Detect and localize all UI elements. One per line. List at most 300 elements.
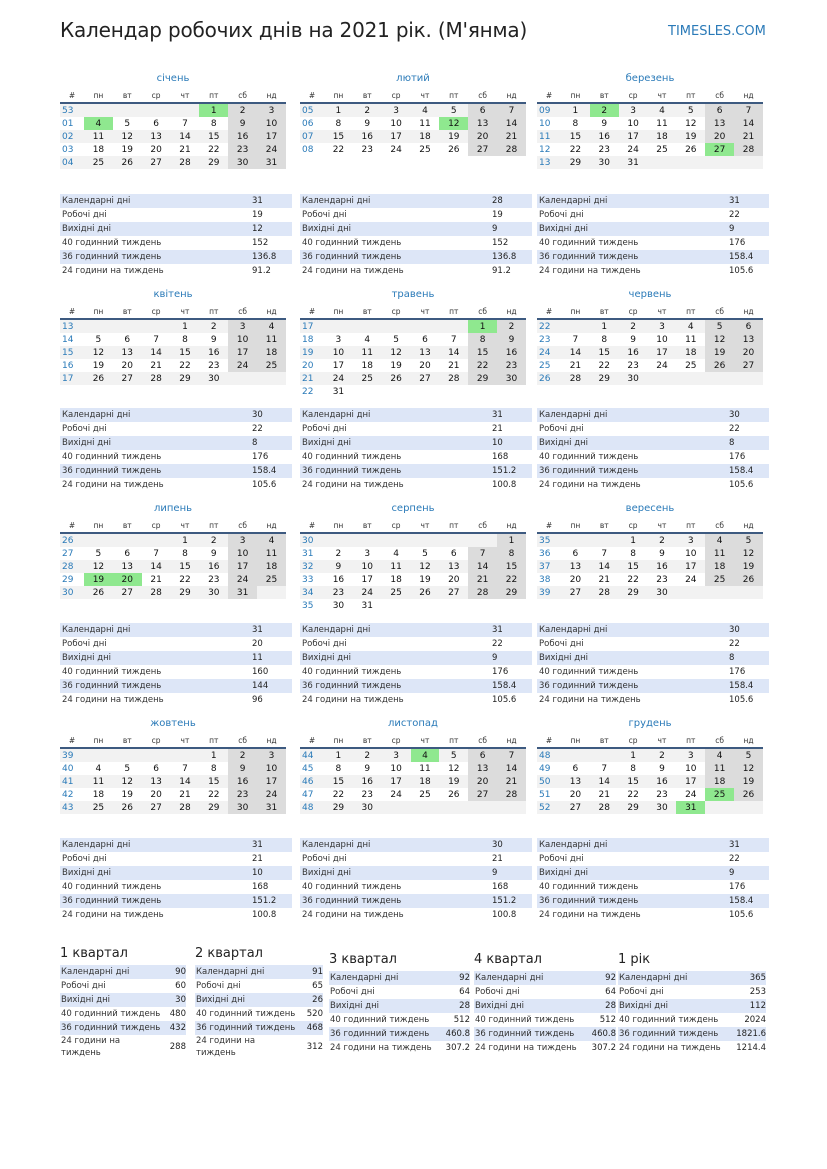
day-cell: 25 [257,573,286,586]
summary-value: 1214.4 [736,1043,766,1053]
day-cell: 18 [92,789,105,800]
day-cell: 3 [257,103,286,117]
week-row [537,333,763,346]
stat-row [537,852,769,866]
day-cell: 10 [685,763,697,774]
day-cell: 21 [598,574,610,585]
month-calendar [537,72,763,169]
day-cell: 11 [353,346,382,359]
day-cell: 27 [734,359,763,372]
day-cell: 28 [468,586,497,599]
stat-value: 176 [492,667,509,677]
day-cell: 20 [468,775,497,788]
day-cell: 18 [411,130,440,143]
day-cell: 14 [590,560,619,573]
month-stats [300,623,532,707]
day-cell [590,748,619,762]
day-cell: 19 [705,346,734,359]
month-calendar [537,288,763,385]
day-cell: 27 [439,586,468,599]
day-cell: 5 [124,118,131,129]
day-cell: 14 [590,775,619,788]
day-cell: 30 [497,372,526,385]
day-cell: 22 [598,360,610,371]
stat-label: Робочі дні [62,854,107,864]
weekday-header: вт [590,734,619,748]
weekday-header: # [537,519,561,533]
day-cell: 8 [182,548,188,559]
day-cell: 12 [439,117,468,130]
day-cell: 23 [228,788,257,801]
day-cell: 26 [685,144,697,155]
day-cell: 21 [497,130,526,143]
week-number: 33 [302,574,314,585]
week-number: 30 [300,533,324,547]
day-cell: 22 [179,574,191,585]
day-cell: 26 [113,156,142,169]
weekday-header: сб [705,734,734,748]
stat-value: 168 [252,882,269,892]
week-number: 08 [302,144,314,155]
day-cell: 8 [182,334,188,345]
day-cell: 7 [182,118,188,129]
day-cell: 2 [590,103,619,117]
stat-label: Календарні дні [62,625,131,635]
day-cell: 9 [364,118,371,129]
week-row [537,130,763,143]
day-cell: 23 [228,143,257,156]
weekday-header: ср [142,89,171,103]
weekday-header: вт [590,89,619,103]
stat-value: 9 [492,868,498,878]
summary-row [618,1013,766,1027]
day-cell: 15 [324,775,353,788]
weekday-header: # [60,305,84,319]
day-cell: 30 [199,586,228,599]
stat-label: 40 годинний тиждень [302,667,402,677]
summary-label: Робочі дні [330,987,375,997]
day-cell [84,103,113,117]
day-cell: 4 [648,103,677,117]
day-cell: 19 [92,360,105,371]
day-cell: 19 [419,574,431,585]
day-cell: 25 [656,144,668,155]
weekday-header: пт [676,89,705,103]
day-cell: 15 [619,775,648,788]
day-cell: 15 [171,560,200,573]
day-cell: 6 [450,548,457,559]
day-cell: 8 [601,334,608,345]
stat-value: 22 [729,854,740,864]
stat-row [60,623,292,637]
day-cell: 12 [734,547,763,560]
summary-label: 24 години на тиждень [61,1036,121,1058]
day-cell: 9 [324,560,353,573]
weekday-header: нд [734,305,763,319]
stat-row [60,693,292,707]
weekday-header: ср [619,89,648,103]
day-cell: 15 [619,560,648,573]
summary-value: 432 [169,1023,186,1033]
week-row [60,130,286,143]
month-stats [537,623,769,707]
summary-title: 3 квартал [329,952,397,967]
stat-row [537,866,769,880]
day-cell: 8 [497,547,526,560]
day-cell: 14 [142,560,171,573]
weekday-header: чт [648,519,677,533]
week-row [300,130,526,143]
day-cell [468,533,497,547]
day-cell: 7 [153,548,159,559]
day-cell: 18 [257,346,286,359]
weekday-header: чт [171,89,200,103]
stat-label: Календарні дні [62,840,131,850]
summary-row [474,971,616,985]
day-cell: 16 [648,560,677,573]
summary-row [329,999,470,1013]
stat-row [300,679,532,693]
day-cell: 12 [84,346,113,359]
week-row [60,801,286,814]
day-cell: 22 [627,574,639,585]
weekday-header: сб [468,89,497,103]
stat-row [537,880,769,894]
weekday-header: нд [257,89,286,103]
summary-value: 28 [459,1001,470,1011]
day-cell: 8 [630,548,636,559]
day-cell: 26 [113,801,142,814]
day-cell: 31 [257,801,286,814]
day-cell [648,372,677,385]
month-name: лютий [396,73,430,84]
stat-label: 36 годинний тиждень [539,896,639,906]
day-cell: 13 [142,130,171,143]
weekday-header: пт [199,89,228,103]
weekday-header: ср [619,734,648,748]
day-cell: 5 [705,319,734,333]
week-row [537,372,763,385]
week-row [300,346,526,359]
summary-value: 112 [749,1001,766,1011]
stat-value: 176 [729,452,746,462]
day-cell [382,801,411,814]
stat-label: 24 години на тиждень [539,266,641,276]
week-row [60,560,286,573]
day-cell: 27 [411,372,440,385]
stat-value: 168 [492,452,509,462]
week-number: 23 [539,334,551,345]
weekday-header: # [537,734,561,748]
week-number: 50 [537,775,561,788]
day-cell [382,385,411,398]
stat-value: 158.4 [492,681,517,691]
week-row [537,156,763,169]
stat-label: 36 годинний тиждень [302,466,402,476]
week-row [537,319,763,333]
week-number: 04 [60,156,84,169]
summary-row [618,1027,766,1041]
day-cell: 8 [335,763,342,774]
week-row [300,143,526,156]
summary-title: 1 рік [618,952,651,967]
day-cell: 26 [734,788,763,801]
week-row [60,775,286,788]
day-cell: 25 [353,372,382,385]
stat-row [537,665,769,679]
day-cell: 17 [228,560,257,573]
day-cell: 28 [497,143,526,156]
month-name: вересень [625,503,675,514]
weekday-header: ср [382,734,411,748]
summary-label: 36 годинний тиждень [475,1029,575,1039]
day-cell: 25 [257,359,286,372]
stat-value: 152 [492,238,509,248]
day-cell: 21 [468,573,497,586]
stat-row [537,422,769,436]
stat-label: 36 годинний тиждень [62,896,162,906]
week-number: 06 [302,118,314,129]
day-cell: 5 [734,748,763,762]
summary-label: Вихідні дні [61,995,111,1005]
stat-row [537,623,769,637]
stat-value: 100.8 [252,910,277,920]
day-cell: 16 [199,346,228,359]
stat-row [300,693,532,707]
day-cell [468,801,497,814]
day-cell: 1 [619,533,648,547]
day-cell: 10 [324,346,353,359]
month-calendar [60,502,286,599]
day-cell: 11 [656,118,668,129]
stat-row [537,194,769,208]
day-cell: 19 [390,360,402,371]
month-stats [300,194,532,278]
site-link[interactable]: TIMESLES.COM [668,24,766,39]
week-number: 46 [300,775,324,788]
day-cell: 1 [561,103,590,117]
day-cell [590,533,619,547]
day-cell: 12 [113,130,142,143]
day-cell: 25 [685,360,697,371]
day-cell: 13 [705,117,734,130]
stat-value: 9 [492,653,498,663]
summary-value: 64 [459,987,470,997]
summary-value: 64 [605,987,616,997]
summary-row [195,1035,323,1059]
weekday-header: # [60,734,84,748]
day-cell: 13 [142,775,171,788]
stat-label: 40 годинний тиждень [539,882,639,892]
month-name: грудень [628,718,672,729]
day-cell: 24 [390,144,402,155]
week-number: 02 [60,130,84,143]
stat-label: Робочі дні [539,639,584,649]
stat-label: Вихідні дні [302,868,352,878]
day-cell: 9 [630,334,636,345]
stat-value: 9 [492,224,498,234]
stat-label: Робочі дні [302,639,347,649]
weekday-header: сб [468,519,497,533]
weekday-header: нд [734,89,763,103]
day-cell: 24 [390,789,402,800]
summary-value: 512 [453,1015,470,1025]
day-cell: 28 [171,156,200,169]
week-row [537,573,763,586]
stat-label: 36 годинний тиждень [62,252,162,262]
stat-value: 136.8 [492,252,517,262]
summary-label: 24 години на тиждень [196,1036,256,1058]
day-cell: 23 [598,144,610,155]
day-cell: 3 [228,533,257,547]
day-cell [257,372,286,385]
day-cell: 21 [179,144,191,155]
day-cell [324,319,353,333]
stat-row [300,250,532,264]
day-cell: 10 [656,334,668,345]
day-cell: 31 [676,801,705,814]
summary-value: 90 [175,967,186,977]
day-cell: 15 [171,346,200,359]
day-cell: 15 [468,346,497,359]
week-row [300,560,526,573]
month-stats [300,838,532,922]
day-cell: 1 [468,319,497,333]
day-cell [382,599,411,612]
day-cell: 15 [199,775,228,788]
day-cell: 29 [619,801,648,814]
week-row [60,143,286,156]
day-cell: 14 [439,346,468,359]
weekday-header: ср [382,89,411,103]
day-cell: 14 [497,117,526,130]
stat-value: 31 [252,196,263,206]
day-cell: 25 [382,586,411,599]
summary-value: 520 [306,1009,323,1019]
day-cell: 15 [590,346,619,359]
stat-value: 91.2 [492,266,511,276]
weekday-header: нд [734,734,763,748]
weekday-header: пт [676,734,705,748]
stat-label: Вихідні дні [62,438,112,448]
summary-row [618,985,766,999]
weekday-header: ср [142,519,171,533]
stat-value: 100.8 [492,910,517,920]
month-name: червень [628,289,672,300]
day-cell [468,385,497,398]
stat-row [60,422,292,436]
week-row [537,586,763,599]
week-row [60,547,286,560]
weekday-header: пн [561,519,590,533]
stat-label: Робочі дні [62,424,107,434]
weekday-header: сб [705,519,734,533]
week-number: 44 [300,748,324,762]
week-number: 21 [300,372,324,385]
summary-value: 512 [599,1015,616,1025]
day-cell [411,801,440,814]
week-number: 27 [62,548,74,559]
summary-value: 307.2 [591,1043,616,1053]
stat-value: 11 [252,653,263,663]
weekday-header: нд [257,734,286,748]
day-cell: 14 [561,346,590,359]
day-cell [171,748,200,762]
stat-label: Календарні дні [539,196,608,206]
week-number: 34 [300,586,324,599]
summary-label: 24 години на тиждень [619,1043,721,1053]
day-cell: 22 [332,789,345,800]
day-cell: 18 [676,346,705,359]
day-cell: 14 [142,346,171,359]
summary-value: 468 [306,1023,323,1033]
day-cell: 2 [648,533,677,547]
stat-label: 40 годинний тиждень [539,667,639,677]
month-name: серпень [391,503,435,514]
summary-value: 65 [312,981,323,991]
stat-value: 21 [252,854,263,864]
day-cell: 26 [411,586,440,599]
day-cell: 4 [364,334,371,345]
day-cell: 5 [676,103,705,117]
day-cell: 6 [422,334,428,345]
day-cell: 30 [332,600,345,611]
day-cell: 26 [448,144,460,155]
week-number: 15 [60,346,84,359]
weekday-header: нд [497,305,526,319]
month-stats [60,408,292,492]
week-row [60,359,286,372]
weekday-header: нд [257,519,286,533]
day-cell: 18 [705,775,734,788]
summary-value: 312 [306,1042,323,1052]
day-cell: 12 [685,118,697,129]
day-cell: 22 [627,789,639,800]
week-number: 14 [62,334,74,345]
summary-row [618,999,766,1013]
stat-label: 40 годинний тиждень [539,238,639,248]
summary-row [329,1041,470,1055]
week-row [60,762,286,775]
day-cell: 11 [419,118,431,129]
week-number: 51 [539,789,551,800]
stat-label: Календарні дні [302,410,371,420]
stat-label: Календарні дні [302,196,371,206]
summary-row [60,993,186,1007]
day-cell [113,319,142,333]
week-row [300,748,526,762]
summary-label: Робочі дні [61,981,106,991]
day-cell [142,319,171,333]
weekday-header: нд [497,519,526,533]
stat-row [300,408,532,422]
day-cell [353,385,382,398]
day-cell: 29 [619,586,648,599]
stat-label: Вихідні дні [539,653,589,663]
day-cell: 1 [324,748,353,762]
stat-label: 40 годинний тиждень [62,882,162,892]
day-cell: 26 [734,573,763,586]
day-cell: 12 [734,762,763,775]
day-cell: 7 [182,763,188,774]
summary-row [195,1021,323,1035]
weekday-header: пн [84,734,113,748]
stat-row [60,408,292,422]
weekday-header: # [300,519,324,533]
stat-value: 158.4 [729,252,754,262]
day-cell: 8 [630,763,636,774]
stat-value: 31 [492,625,503,635]
